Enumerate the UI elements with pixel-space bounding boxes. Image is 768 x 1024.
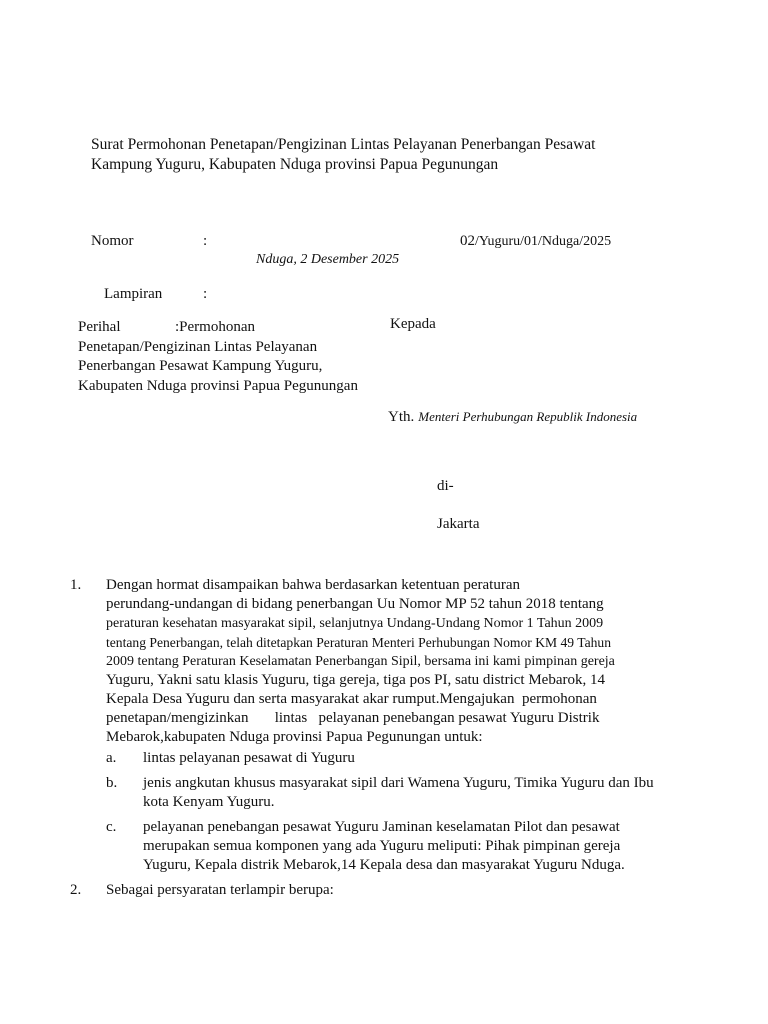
body-line: Mebarok,kabupaten Nduga provinsi Papua Pegunungan untuk:	[106, 729, 483, 745]
list-item-body	[106, 576, 676, 747]
lampiran-colon: :	[203, 286, 208, 302]
perihal-block	[78, 318, 368, 396]
title-line-1: Surat Permohonan Penetapan/Pengizinan Lintas Pelayanan Penerbangan Pesawat	[91, 136, 596, 153]
sub-item-text	[143, 774, 703, 812]
sub-item-b	[106, 774, 696, 812]
city-label: Jakarta	[437, 516, 480, 532]
sub-item-text	[143, 818, 703, 875]
sub-item-letter: c.	[106, 819, 117, 835]
list-number: 1.	[70, 577, 82, 593]
letter-title	[91, 135, 595, 175]
nomor-label: Nomor	[91, 233, 134, 249]
body-line: peraturan kesehatan masyarakat sipil, selanjutnya Undang-Undang Nomor 1 Tahun 2009	[106, 616, 604, 631]
sub-item-c	[106, 818, 696, 875]
lampiran-label: Lampiran	[104, 286, 163, 302]
sub-line: pelayanan penebangan pesawat Yuguru Jaminan keselamatan Pilot dan pesawat	[143, 819, 620, 835]
sub-line: merupakan semua komponen yang ada Yuguru meliputi: Pihak pimpinan gereja	[143, 838, 621, 854]
recipient-name: Menteri Perhubungan Republik Indonesia	[418, 409, 638, 424]
body-line: 2009 tentang Peraturan Keselamatan Penerbangan Sipil, bersama ini kami pimpinan gereja	[106, 654, 615, 669]
perihal-label: Perihal	[78, 319, 121, 335]
list-number: 2.	[70, 882, 82, 898]
nomor-value	[460, 232, 611, 251]
letter-date: Nduga, 2 Desember 2025	[256, 252, 400, 267]
list-item-1	[0, 576, 768, 875]
body-line: Yuguru, Yakni satu klasis Yuguru, tiga gereja, tiga pos PI, satu district Mebarok, 14	[106, 672, 605, 688]
sub-line: jenis angkutan khusus masyarakat sipil dari Wamena Yuguru, Timika Yuguru dan Ibu	[143, 775, 654, 791]
list-item-body	[106, 881, 676, 900]
body-line: perundang-undangan di bidang penerbangan Uu Nomor MP 52 tahun 2018 tentang	[106, 596, 604, 612]
kepada-label: Kepada	[390, 316, 436, 332]
body-line: Kepala Desa Yuguru dan serta masyarakat akar rumput.Mengajukan permohonan	[106, 691, 597, 707]
nomor-colon: :	[203, 233, 208, 249]
sub-item-text	[143, 749, 703, 768]
sub-item-a	[106, 749, 696, 768]
recipient-line	[388, 408, 637, 426]
numbered-list	[0, 576, 768, 900]
nomor-value-prefix: 02	[460, 233, 475, 249]
sub-line: kota Kenyam Yuguru.	[143, 794, 275, 810]
di-label: di-	[437, 478, 454, 494]
sub-item-letter: a.	[106, 750, 117, 766]
perihal-text: :Permohonan Penetapan/Pengizinan Lintas Pelayanan Penerbangan Pesawat Kampung Yuguru, Kabupaten Nduga provinsi Papua Pegunungan	[78, 319, 358, 394]
list-item-2	[0, 881, 768, 900]
sub-item-letter: b.	[106, 775, 118, 791]
body-line: Sebagai persyaratan terlampir berupa:	[106, 882, 334, 898]
sub-line: Yuguru, Kepala distrik Mebarok,14 Kepala desa dan masyarakat Yuguru Nduga.	[143, 857, 625, 873]
body-line: penetapan/mengizinkan lintas pelayanan penebangan pesawat Yuguru Distrik	[106, 710, 600, 726]
yth-prefix: Yth.	[388, 409, 415, 425]
sub-line: lintas pelayanan pesawat di Yuguru	[143, 750, 355, 766]
body-line: Dengan hormat disampaikan bahwa berdasarkan ketentuan peraturan	[106, 577, 520, 593]
nomor-value-rest: /Yuguru/01/Nduga/2025	[475, 234, 612, 249]
title-line-2: Kampung Yuguru, Kabupaten Nduga provinsi Papua Pegunungan	[91, 156, 499, 173]
body-line: tentang Penerbangan, telah ditetapkan Peraturan Menteri Perhubungan Nomor KM 49 Tahun	[106, 635, 612, 650]
